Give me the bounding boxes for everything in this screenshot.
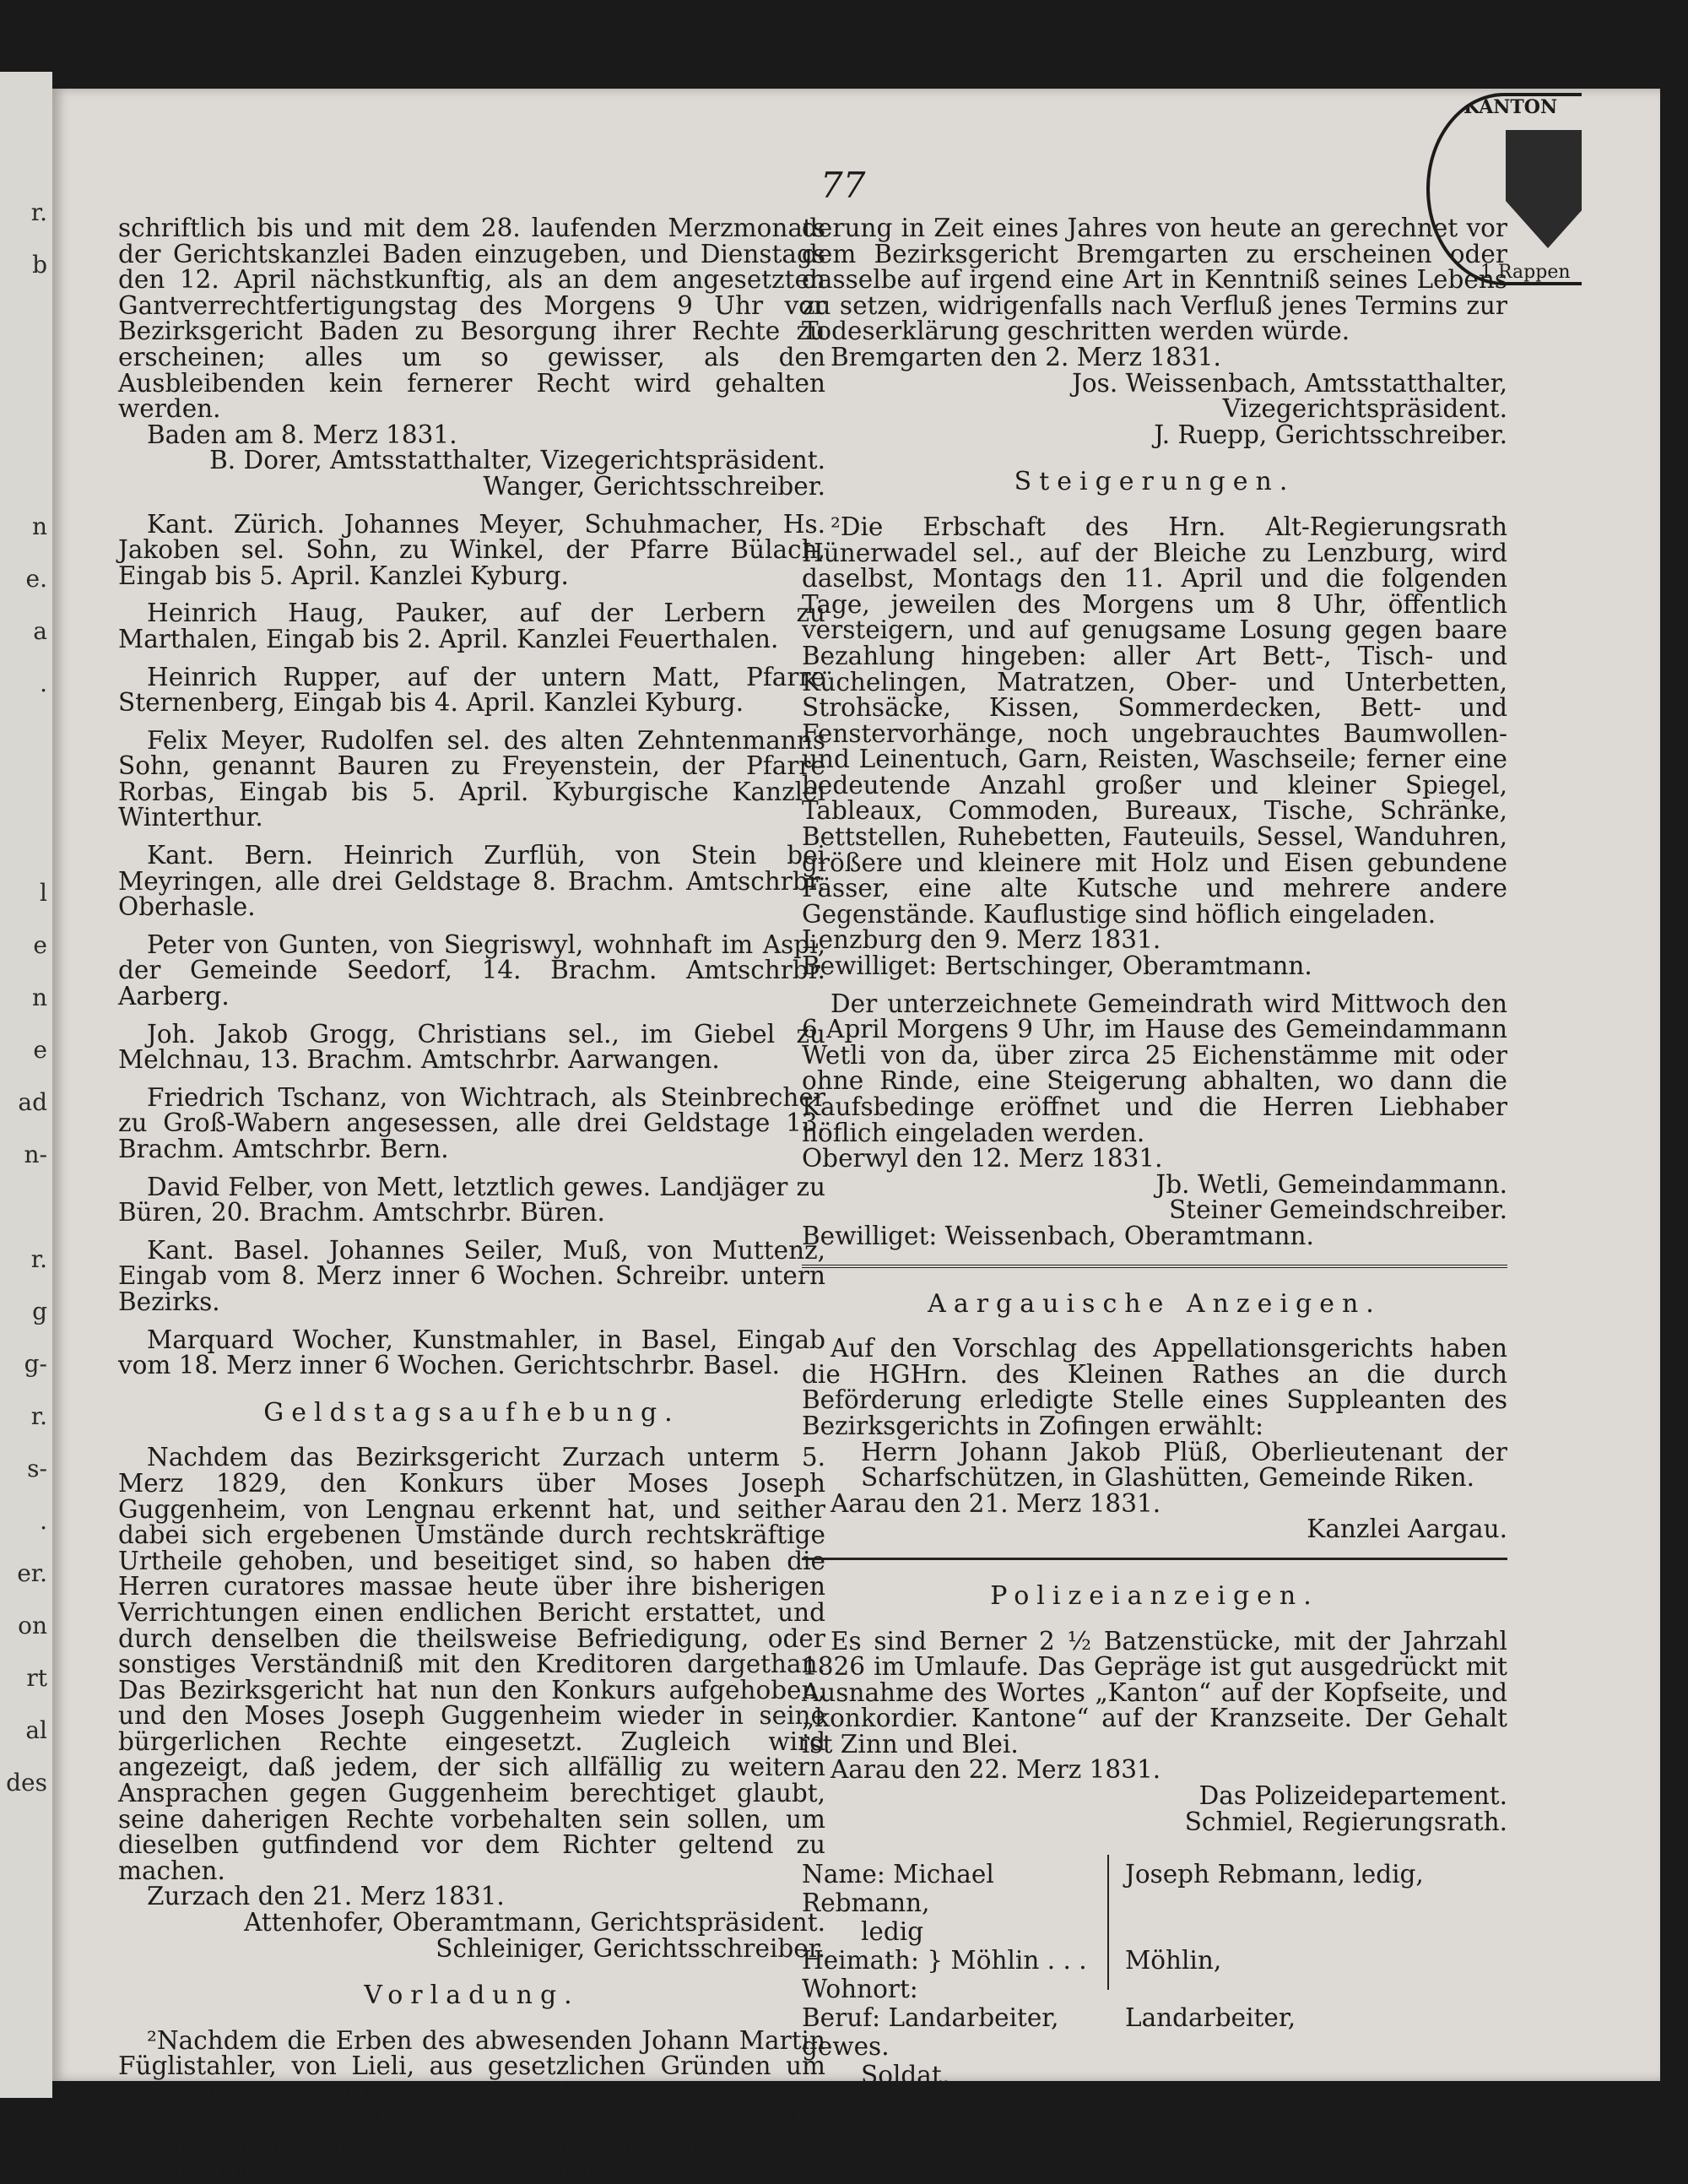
table-cell — [1110, 1917, 1125, 1946]
place-date: Lenzburg den 9. Merz 1831. — [802, 925, 1161, 955]
approval: Bewilliget: Weissenbach, Oberamtmann. — [802, 1221, 1314, 1250]
signature: Kanzlei Aargau. — [1307, 1515, 1507, 1544]
table-row — [802, 1917, 1507, 1946]
table-cell — [1110, 2061, 1125, 2089]
section-heading-aargauische-anzeigen: Aargauische Anzeigen. — [928, 1288, 1382, 1319]
previous-page-edge — [0, 72, 52, 2098]
prev-page-fragment: r. — [30, 1245, 47, 1273]
prev-page-fragment: e. — [25, 565, 47, 593]
signature: Schleiniger, Gerichtsschreiber. — [436, 1933, 825, 1963]
table-cell: Wohnort: — [802, 1975, 918, 2004]
stamp-text: KANTON — [1463, 96, 1558, 118]
entry: Marquard Wocher, Kunstmahler, in Basel, Eingab vom 18. Merz inner 6 Wochen. Gerichtschrbr. Basel. — [118, 1325, 825, 1380]
polizei-paragraph: Es sind Berner 2 ½ Batzenstücke, mit der Jahrzahl 1826 im Umlaufe. Das Gepräge ist gut ausgedrückt mit Ausnahme des Wortes „Kanton“ auf der Kopfseite, und „konkordier. Kantone“ auf der Kranzseite. Der Gehalt ist Zinn und Blei. — [802, 1626, 1507, 1759]
prev-page-fragment: des — [6, 1769, 47, 1797]
prev-page-fragment: g — [32, 1298, 47, 1325]
vorladung-paragraph: ²Nachdem die Erben des abwesenden Johann Martin Füglistahler, von Lieli, aus gesetzlichen Gründen um die Todeserklärung desselben nachgesucht, so hat das Bezirksgericht die Ediktalvorladung beschlossen. Es ergeht demnach an den gedachten Joh. Martin Füglistahler die peremtorische Auffor- — [118, 2025, 825, 2184]
place-date: Oberwyl den 12. Merz 1831. — [802, 1144, 1163, 1173]
place-date: Zurzach den 21. Merz 1831. — [147, 1882, 505, 1911]
section-divider — [802, 1265, 1507, 1268]
section-heading-vorladung: Vorladung. — [364, 1981, 580, 2011]
place-date: Aarau den 21. Merz 1831. — [830, 1488, 1161, 1518]
prev-page-fragment: l — [40, 879, 47, 907]
signature: Jb. Wetli, Gemeindammann. — [1155, 1169, 1507, 1199]
entry: Kant. Zürich. Johannes Meyer, Schuhmacher, Hs. Jakoben sel. Sohn, zu Winkel, der Pfarre Bülach, Eingab bis 5. April. Kanzlei Kyburg. — [118, 509, 825, 590]
newspaper-page — [52, 89, 1660, 2184]
entry: Kant. Basel. Johannes Seiler, Muß, von Muttenz, Eingab vom 8. Merz inner 6 Wochen. Schreibr. untern Bezirks. — [118, 1235, 825, 1316]
aargau-paragraph: Auf den Vorschlag des Appellationsgerichts haben die HGHrn. des Kleinen Rathes an die durch Beförderung erledigte Stelle eines Suppleanten des Bezirksgerichts in Zofingen erwählt: — [802, 1334, 1507, 1440]
section-heading-steigerungen: Steigerungen. — [1014, 467, 1296, 497]
table-cell: Name: Michael Rebmann, — [802, 1860, 994, 1918]
intro-paragraph: schriftlich bis und mit dem 28. laufenden Merzmonats der Gerichtskanzlei Baden einzugeben, und Dienstags den 12. April nächstkunftig, als an dem angesetzten Gantverrechtfertigungstag des Morgens 9 Uhr vor Bezirksgericht Baden zu Besorgung ihrer Rechte zu erscheinen; alles um so gewisser, als den Ausbleibenden kein fernerer Recht wird gehalten werden. — [118, 214, 825, 424]
place-date: Aarau den 22. Merz 1831. — [830, 1755, 1161, 1785]
wanted-persons-table — [802, 1860, 1507, 2089]
appointment: Herrn Johann Jakob Plüß, Oberlieutenant der Scharfschützen, in Glashütten, Gemeinde Riken. — [861, 1437, 1507, 1493]
prev-page-fragment: g- — [24, 1350, 47, 1378]
prev-page-fragment: al — [25, 1716, 47, 1744]
section-heading-geldstagsaufhebung: Geldstagsaufhebung. — [263, 1397, 680, 1428]
entry: Heinrich Haug, Pauker, auf der Lerbern zu Marthalen, Eingab bis 2. April. Kanzlei Feuerthalen. — [118, 599, 825, 653]
table-row — [802, 1975, 1507, 2003]
steigerung-paragraph: ²Die Erbschaft des Hrn. Alt-Regierungsrath Hünerwadel sel., auf der Bleiche zu Lenzburg, wird daselbst, Montags den 11. April und die folgenden Tage, jeweilen des Morgens um 8 Uhr, öffentlich versteigern, und auf genugsame Losung gegen baare Bezahlung hingeben: aller Art Bett-, Tisch- und Küchelingen, Matratzen, Ober- und Unterbetten, Strohsäcke, Kissen, Sommerdecken, Bett- und Fenstervorhänge, noch ungebrauchtes Baumwollen- und Leinentuch, Garn, Reisten, Waschseile; ferner eine bedeutende Anzahl großer und kleiner Spiegel, Tableaux, Commoden, Bureaux, Tische, Schränke, Bettstellen, Ruhebetten, Fauteuils, Sessel, Wanduhren, größere und kleinere mit Holz und Eisen gebundene Fässer, eine alte Kutsche und mehrere andere Gegenstände. Kauflustige sind höflich eingeladen. — [802, 512, 1507, 929]
signature: Steiner Gemeindschreiber. — [1169, 1195, 1507, 1225]
entry: Heinrich Rupper, auf der untern Matt, Pfarre Sternenberg, Eingab bis 4. April. Kanzlei Kyburg. — [118, 662, 825, 718]
tax-stamp — [1426, 93, 1582, 285]
place-date: Baden am 8. Merz 1831. — [147, 420, 457, 449]
prev-page-fragment: r. — [30, 198, 47, 226]
place-date: Bremgarten den 2. Merz 1831. — [830, 342, 1221, 371]
signature: J. Ruepp, Gerichtsschreiber. — [1154, 420, 1507, 449]
prev-page-fragment: a — [33, 617, 47, 645]
table-cell: Joseph Rebmann, ledig, — [1125, 1860, 1424, 1889]
left-column — [118, 215, 825, 2182]
table-cell: ledig — [861, 1917, 924, 1947]
signature: B. Dorer, Amtsstatthalter, Vizegerichtspräsident. — [209, 446, 825, 475]
coat-of-arms-icon — [1506, 130, 1582, 248]
geldstag-paragraph: Nachdem das Bezirksgericht Zurzach unterm 5. Merz 1829, den Konkurs über Moses Joseph Guggenheim, von Lengnau erkennt hat, und seither dabei sich ergebenen Umstände durch rechtskräftige Urtheile gehoben, und beseitiget sind, so haben die Herren curatores massae heute über ihre bisherigen Verrichtungen einen endlichen Bericht erstattet, und durch denselben die theilsweise Befriedigung, oder sonstiges Verständniß mit den Kreditoren dargethan. Das Bezirksgericht hat nun den Konkurs aufgehoben, und den Moses Joseph Guggenheim wieder in seine bürgerlichen Rechte eingesetzt. Zugleich wird angezeigt, daß jedem, der sich allfällig zu weitern Ansprachen gegen Guggenheim berechtiget glaubt, seine daherigen Rechte vorbehalten sein sollen, um dieselben gutfindend vor dem Richter geltend zu machen. — [118, 1443, 825, 1885]
signature: Das Polizeidepartement. — [1198, 1781, 1507, 1811]
table-cell: Landarbeiter, — [1125, 2003, 1296, 2033]
entry: Joh. Jakob Grogg, Christians sel., im Giebel zu Melchnau, 13. Brachm. Amtschrbr. Aarwangen. — [118, 1019, 825, 1075]
prev-page-fragment: n — [31, 512, 47, 540]
steigerung-paragraph: Der unterzeichnete Gemeindrath wird Mittwoch den 6 April Morgens 9 Uhr, im Hause des Gemeindammann Wetli von da, über zirca 25 Eichenstämme mit oder ohne Rinde, eine Steigerung abhalten, wo dann die Kaufsbedinge eröffnet und die Herren Liebhaber höflich eingeladen werden. — [802, 989, 1507, 1147]
prev-page-fragment: e — [33, 1036, 47, 1064]
section-divider — [802, 1558, 1507, 1560]
table-row — [802, 1946, 1507, 1975]
entry: Peter von Gunten, von Siegriswyl, wohnhaft im Aspi, der Gemeinde Seedorf, 14. Brachm. Amtschrbr. Aarberg. — [118, 929, 825, 1011]
table-row — [802, 2061, 1507, 2089]
prev-page-fragment: . — [40, 669, 47, 697]
prev-page-fragment: n — [31, 984, 47, 1011]
prev-page-fragment: ad — [18, 1088, 47, 1116]
stamp-value: 1 Rappen — [1480, 262, 1571, 283]
prev-page-fragment: b — [32, 251, 47, 279]
entry: Friedrich Tschanz, von Wichtrach, als Steinbrecher zu Groß-Wabern angesessen, alle drei Geldstage 13. Brachm. Amtschrbr. Bern. — [118, 1082, 825, 1163]
signature: Attenhofer, Oberamtmann, Gerichtspräsident. — [244, 1908, 825, 1937]
prev-page-fragment: on — [18, 1612, 47, 1639]
prev-page-fragment: e — [33, 931, 47, 959]
signature: Wanger, Gerichtsschreiber. — [483, 471, 825, 501]
table-divider — [1107, 1855, 1109, 1990]
table-row — [802, 1860, 1507, 1917]
page-number: 77 — [820, 165, 866, 206]
prev-page-fragment: s- — [27, 1455, 47, 1482]
table-cell: Beruf: Landarbeiter, gewes. — [802, 2003, 1059, 2062]
table-cell: Heimath: } Möhlin . . . — [802, 1946, 1087, 1975]
prev-page-fragment: rt — [26, 1664, 47, 1692]
table-cell: Soldat, — [861, 2061, 950, 2090]
signature: Jos. Weissenbach, Amtsstatthalter, Vizegerichtspräsident. — [1072, 368, 1507, 424]
prev-page-fragment: n- — [24, 1141, 47, 1168]
entry: Felix Meyer, Rudolfen sel. des alten Zehntenmanns Sohn, genannt Bauren zu Freyenstein, der Pfarre Rorbas, Eingab bis 5. April. Kyburgische Kanzlei Winterthur. — [118, 725, 825, 832]
table-cell: Möhlin, — [1125, 1946, 1222, 1975]
signature: Schmiel, Regierungsrath. — [1184, 1807, 1507, 1836]
table-cell — [1110, 1975, 1125, 2003]
table-row — [802, 2003, 1507, 2061]
prev-page-fragment: . — [40, 1507, 47, 1535]
entry: David Felber, von Mett, letztlich gewes. Landjäger zu Büren, 20. Brachm. Amtschrbr. Büren. — [118, 1172, 825, 1227]
section-heading-polizeianzeigen: Polizeianzeigen. — [990, 1580, 1319, 1611]
continuation-paragraph: derung in Zeit eines Jahres von heute an gerechnet vor dem Bezirksgericht Bremgarten zu erscheinen oder dasselbe auf irgend eine Art in Kenntniß seines Lebens zu setzen, widrigenfalls nach Verfluß jenes Termins zur Todeserklärung geschritten werden würde. — [802, 214, 1507, 346]
entry: Kant. Bern. Heinrich Zurflüh, von Stein bei Meyringen, alle drei Geldstage 8. Brachm. Amtschrbr. Oberhasle. — [118, 841, 825, 922]
approval: Bewilliget: Bertschinger, Oberamtmann. — [802, 951, 1312, 981]
prev-page-fragment: r. — [30, 1402, 47, 1430]
prev-page-fragment: er. — [17, 1559, 47, 1587]
right-column — [802, 215, 1507, 2089]
